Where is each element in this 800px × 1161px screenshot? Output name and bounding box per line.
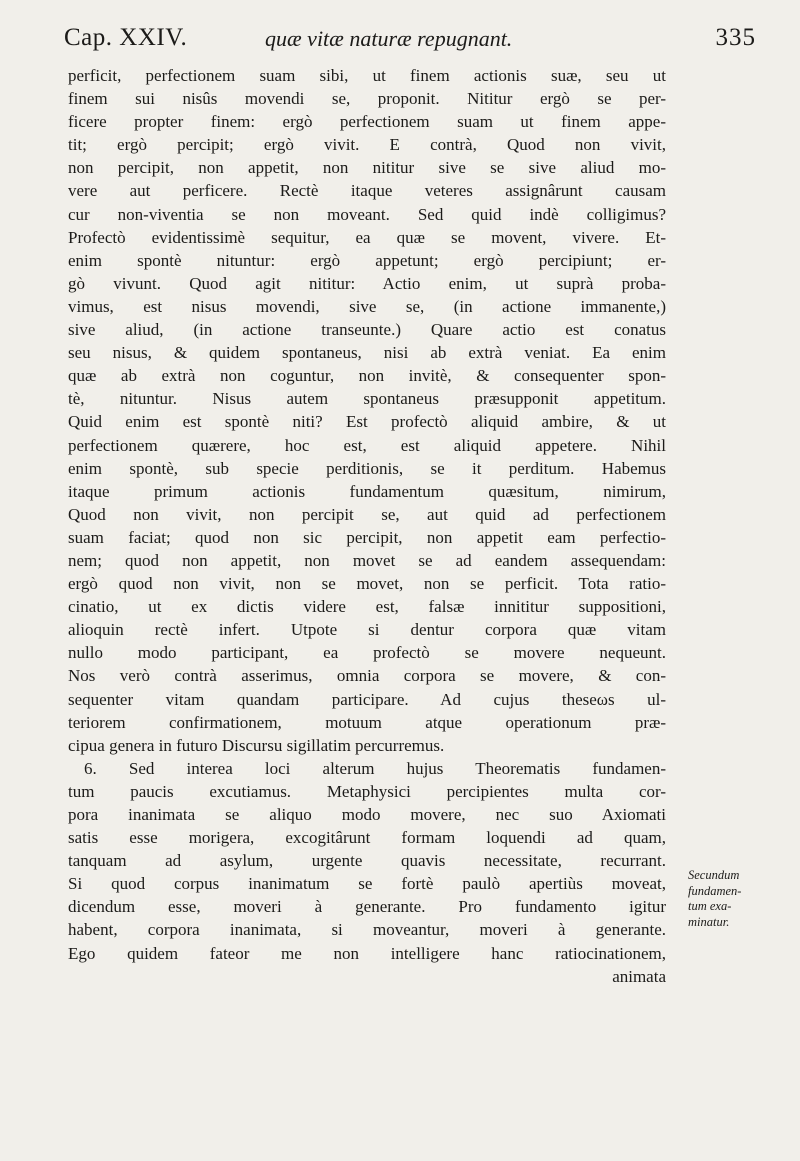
text-line: satis esse morigera, excogitârunt formam loquendi ad quam, bbox=[68, 828, 666, 848]
body-text bbox=[68, 64, 666, 988]
page-header bbox=[60, 20, 756, 60]
text-line: Nos verò contrà asserimus, omnia corpora se movere, & con- bbox=[68, 666, 666, 686]
text-line: habent, corpora inanimata, si moveantur, moveri à generante. bbox=[68, 920, 666, 940]
text-line: tanquam ad asylum, urgente quavis necessitate, recurrant. bbox=[68, 851, 666, 871]
text-line: itaque primum actionis fundamentum quæsitum, nimirum, bbox=[68, 481, 666, 501]
text-line: tit; ergò percipit; ergò vivit. E contrà, Quod non vivit, bbox=[68, 135, 666, 155]
text-line: tè, nituntur. Nisus autem spontaneus præsupponit appetitum. bbox=[68, 389, 666, 409]
text-line: enim spontè, sub specie perditionis, se it perditum. Habemus bbox=[68, 458, 666, 478]
text-line: Quid enim est spontè niti? Est profectò aliquid ambire, & ut bbox=[68, 412, 666, 432]
text-line: quæ ab extrà non coguntur, non invitè, & consequenter spon- bbox=[68, 366, 666, 386]
text-line: finem sui nisûs movendi se, proponit. Nititur ergò se per- bbox=[68, 89, 666, 109]
text-line: Si quod corpus inanimatum se fortè paulò apertiùs moveat, bbox=[68, 874, 666, 894]
margin-note-line: Secundum bbox=[688, 868, 740, 882]
text-line: perfectionem quærere, hoc est, est aliquid appetere. Nihil bbox=[68, 435, 666, 455]
margin-note-line: fundamen- bbox=[688, 883, 742, 898]
text-line: perficit, perfectionem suam sibi, ut finem actionis suæ, seu ut bbox=[68, 66, 666, 85]
text-line: ficere propter finem: ergò perfectionem suam ut finem appe- bbox=[68, 112, 666, 132]
running-title: quæ vitæ naturæ repugnant. bbox=[265, 26, 513, 51]
text-line: enim spontè nituntur: ergò appetunt; ergò percipiunt; er- bbox=[68, 250, 666, 270]
text-line: 6. Sed interea loci alterum hujus Theorematis fundamen- bbox=[84, 758, 666, 778]
margin-note bbox=[688, 868, 778, 930]
text-line: ergò quod non vivit, non se movet, non se perficit. Tota ratio- bbox=[68, 574, 666, 594]
text-line: Ego quidem fateor me non intelligere hanc ratiocinationem, bbox=[68, 943, 666, 963]
text-line: Profectò evidentissimè sequitur, ea quæ se movent, vivere. Et- bbox=[68, 227, 666, 247]
text-line: tum paucis excutiamus. Metaphysici percipientes multa cor- bbox=[68, 781, 666, 801]
text-line: teriorem confirmationem, motuum atque operationum præ- bbox=[68, 712, 666, 732]
text-line: cur non-viventia se non moveant. Sed quid indè colligimus? bbox=[68, 204, 666, 224]
catchword: animata bbox=[612, 966, 666, 986]
text-line: nem; quod non appetit, non movet se ad eandem assequendam: bbox=[68, 550, 666, 570]
text-line: non percipit, non appetit, non nititur sive se sive aliud mo- bbox=[68, 158, 666, 178]
text-line: Quod non vivit, non percipit se, aut quid ad perfectionem bbox=[68, 504, 666, 524]
text-line: vere aut perficere. Rectè itaque veteres assignârunt causam bbox=[68, 181, 666, 201]
text-line: gò vivunt. Quod agit nititur: Actio enim, ut suprà proba- bbox=[68, 273, 666, 293]
text-line: cinatio, ut ex dictis videre est, falsæ innititur suppositioni, bbox=[68, 597, 666, 617]
text-line: cipua genera in futuro Discursu sigillatim percurremus. bbox=[68, 735, 445, 755]
text-line: seu nisus, & quidem spontaneus, nisi ab extrà veniat. Ea enim bbox=[68, 343, 666, 363]
margin-note-line: minatur. bbox=[688, 914, 730, 929]
text-line: sequenter vitam quandam participare. Ad cujus theseωs ul- bbox=[68, 689, 666, 709]
text-line: alioquin rectè infert. Utpote si dentur corpora quæ vitam bbox=[68, 620, 666, 640]
text-line: dicendum esse, moveri à generante. Pro fundamento igitur bbox=[68, 897, 666, 917]
text-line: pora inanimata se aliquo modo movere, nec suo Axiomati bbox=[68, 805, 666, 824]
chapter-heading: Cap. XXIV. bbox=[64, 24, 188, 51]
text-line: suam faciat; quod non sic percipit, non appetit eam perfectio- bbox=[68, 527, 666, 547]
text-line: vimus, est nisus movendi, sive se, (in actione immanente,) bbox=[68, 296, 666, 316]
text-line: nullo modo participant, ea profectò se movere nequeunt. bbox=[68, 643, 666, 663]
page-number: 335 bbox=[715, 24, 756, 51]
text-line: sive aliud, (in actione transeunte.) Quare actio est conatus bbox=[68, 320, 666, 340]
margin-note-line: tum exa- bbox=[688, 899, 732, 913]
